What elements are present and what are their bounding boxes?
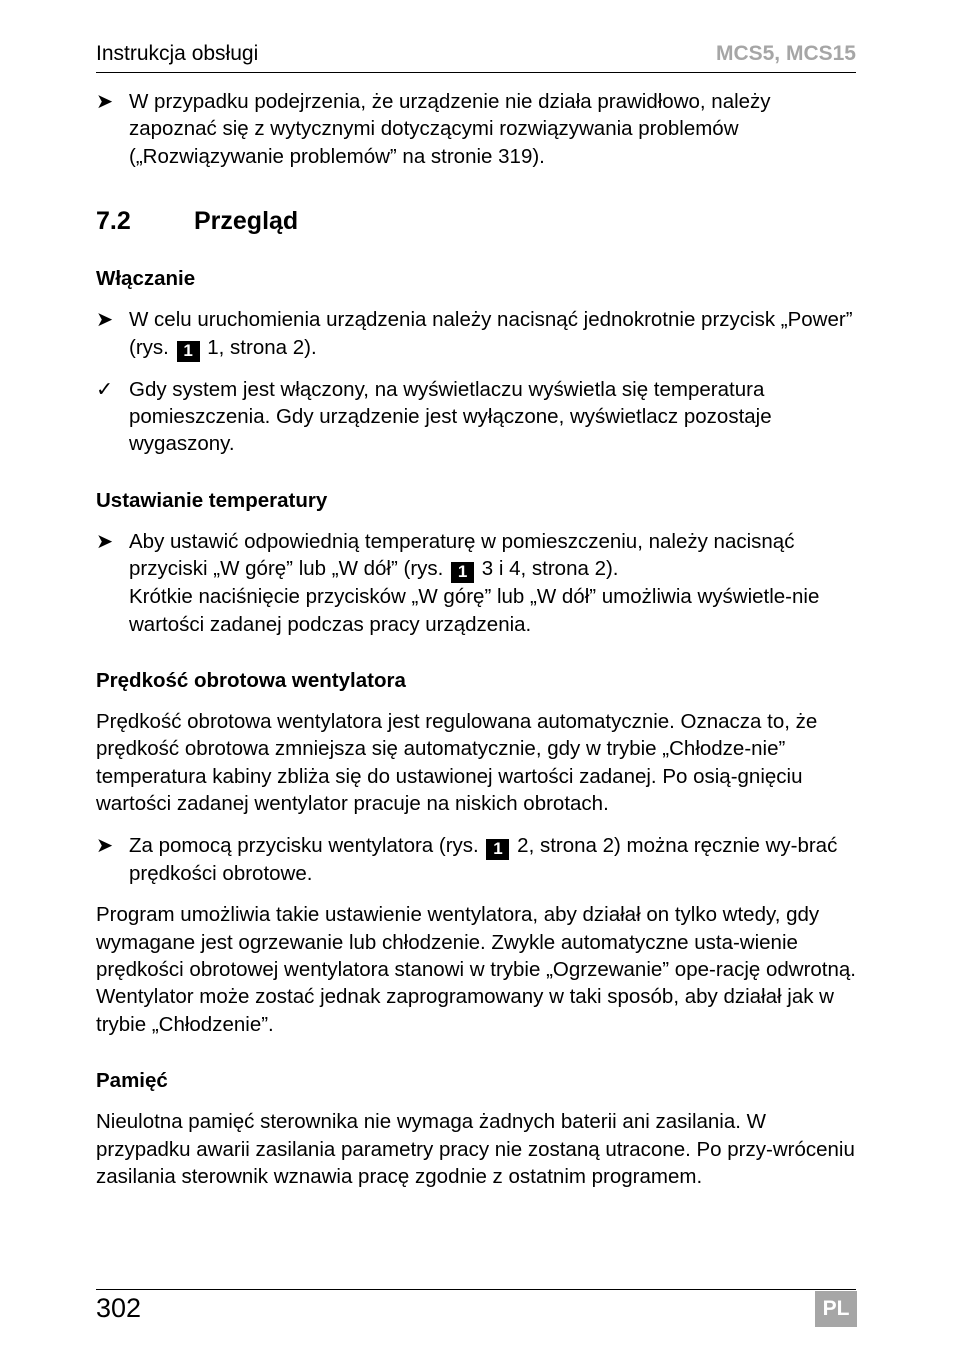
page-header [96, 40, 856, 73]
arrow-bullet-icon: ➤ [96, 90, 114, 113]
memory-heading: Pamięć [96, 1069, 168, 1093]
switch-on-result [96, 376, 858, 458]
section-heading [96, 206, 858, 236]
language-badge: PL [815, 1291, 857, 1327]
switch-on-heading: Włączanie [96, 267, 196, 291]
section-number: 7.2 [96, 207, 131, 236]
page-content [96, 88, 858, 1204]
figure-ref-badge: 1 [451, 562, 474, 583]
instruction-text-start: W celu uruchomienia urządzenia należy nacisnąć jednokrotnie przycisk „Power” (rys. [129, 308, 853, 359]
figure-ref-badge: 1 [177, 341, 200, 362]
instruction-text-start: Aby ustawić odpowiednią temperaturę w pomieszczeniu, należy nacisnąć przyciski „W górę” lub „W dół” (rys. [129, 529, 795, 581]
instruction-text-end: 1, strona 2). [207, 335, 317, 359]
fan-instruction [96, 832, 858, 887]
arrow-bullet-icon: ➤ [96, 308, 114, 332]
fan-speed-heading: Prędkość obrotowa wentylatora [96, 669, 406, 693]
switch-on-instruction [96, 306, 858, 361]
instruction-text-end: 3 i 4, strona 2). [481, 557, 619, 581]
checkmark-icon: ✓ [96, 377, 114, 401]
temperature-instruction [96, 528, 858, 638]
troubleshooting-text: W przypadku podejrzenia, że urządzenie nie działa prawidłowo, należy zapoznać się z wytycznymi dotyczącymi rozwiązywania problemów („Rozwiązywanie problemów” na stronie 319). [129, 90, 771, 168]
model-names: MCS5, MCS15 [715, 42, 856, 65]
fan-paragraph-2: Program umożliwia takie ustawienie wentylatora, aby działał on tylko wtedy, gdy wymagane jest ogrzewanie lub chłodzenie. Zwykle automatyczne usta-wienie prędkości obrotowej wentylatora stanowi w trybie „Ogrzewanie” ope-rację odwrotną. Wentylator może zostać jednak zaprogramowany w taki sposób, aby działał jak w trybie „Chłodzenie”. [96, 903, 856, 1036]
troubleshooting-note [96, 88, 858, 170]
instruction-text-note: Krótkie naciśnięcie przycisków „W górę” lub „W dół” umożliwia wyświetle-nie wartości zadanej podczas pracy urządzenia. [129, 585, 820, 636]
temperature-heading: Ustawianie temperatury [96, 488, 328, 512]
manual-title: Instrukcja obsługi [96, 42, 259, 65]
instruction-text-start: Za pomocą przycisku wentylatora (rys. [129, 833, 479, 857]
footer-divider [96, 1289, 856, 1290]
instruction-text-end: 2, strona 2) można ręcznie wy-brać prędkości obrotowe. [129, 833, 838, 885]
fan-paragraph-1: Prędkość obrotowa wentylatora jest regulowana automatycznie. Oznacza to, że prędkość obrotowa zmniejsza się automatycznie, gdy w trybie „Chłodze-nie” temperatura kabiny zbliża się do ustawionej wartości zadanej. Po osią-gnięciu wartości zadanej wentylator pracuje na niskich obrotach. [96, 710, 818, 816]
arrow-bullet-icon: ➤ [96, 529, 114, 553]
result-text: Gdy system jest włączony, na wyświetlaczu wyświetla się temperatura pomieszczenia. Gdy urządzenie jest wyłączone, wyświetlacz pozostaje wygaszony. [129, 377, 772, 456]
arrow-bullet-icon: ➤ [96, 833, 114, 857]
figure-ref-badge: 1 [486, 839, 509, 860]
memory-paragraph: Nieulotna pamięć sterownika nie wymaga żadnych baterii ani zasilania. W przypadku awarii zasilania parametry pracy nie zostaną utracone. Po przy-wróceniu zasilania sterownik wznawia pracę zgodnie z ostatnim programem. [96, 1110, 855, 1188]
section-title: Przegląd [194, 207, 299, 236]
page-number: 302 [96, 1293, 142, 1323]
